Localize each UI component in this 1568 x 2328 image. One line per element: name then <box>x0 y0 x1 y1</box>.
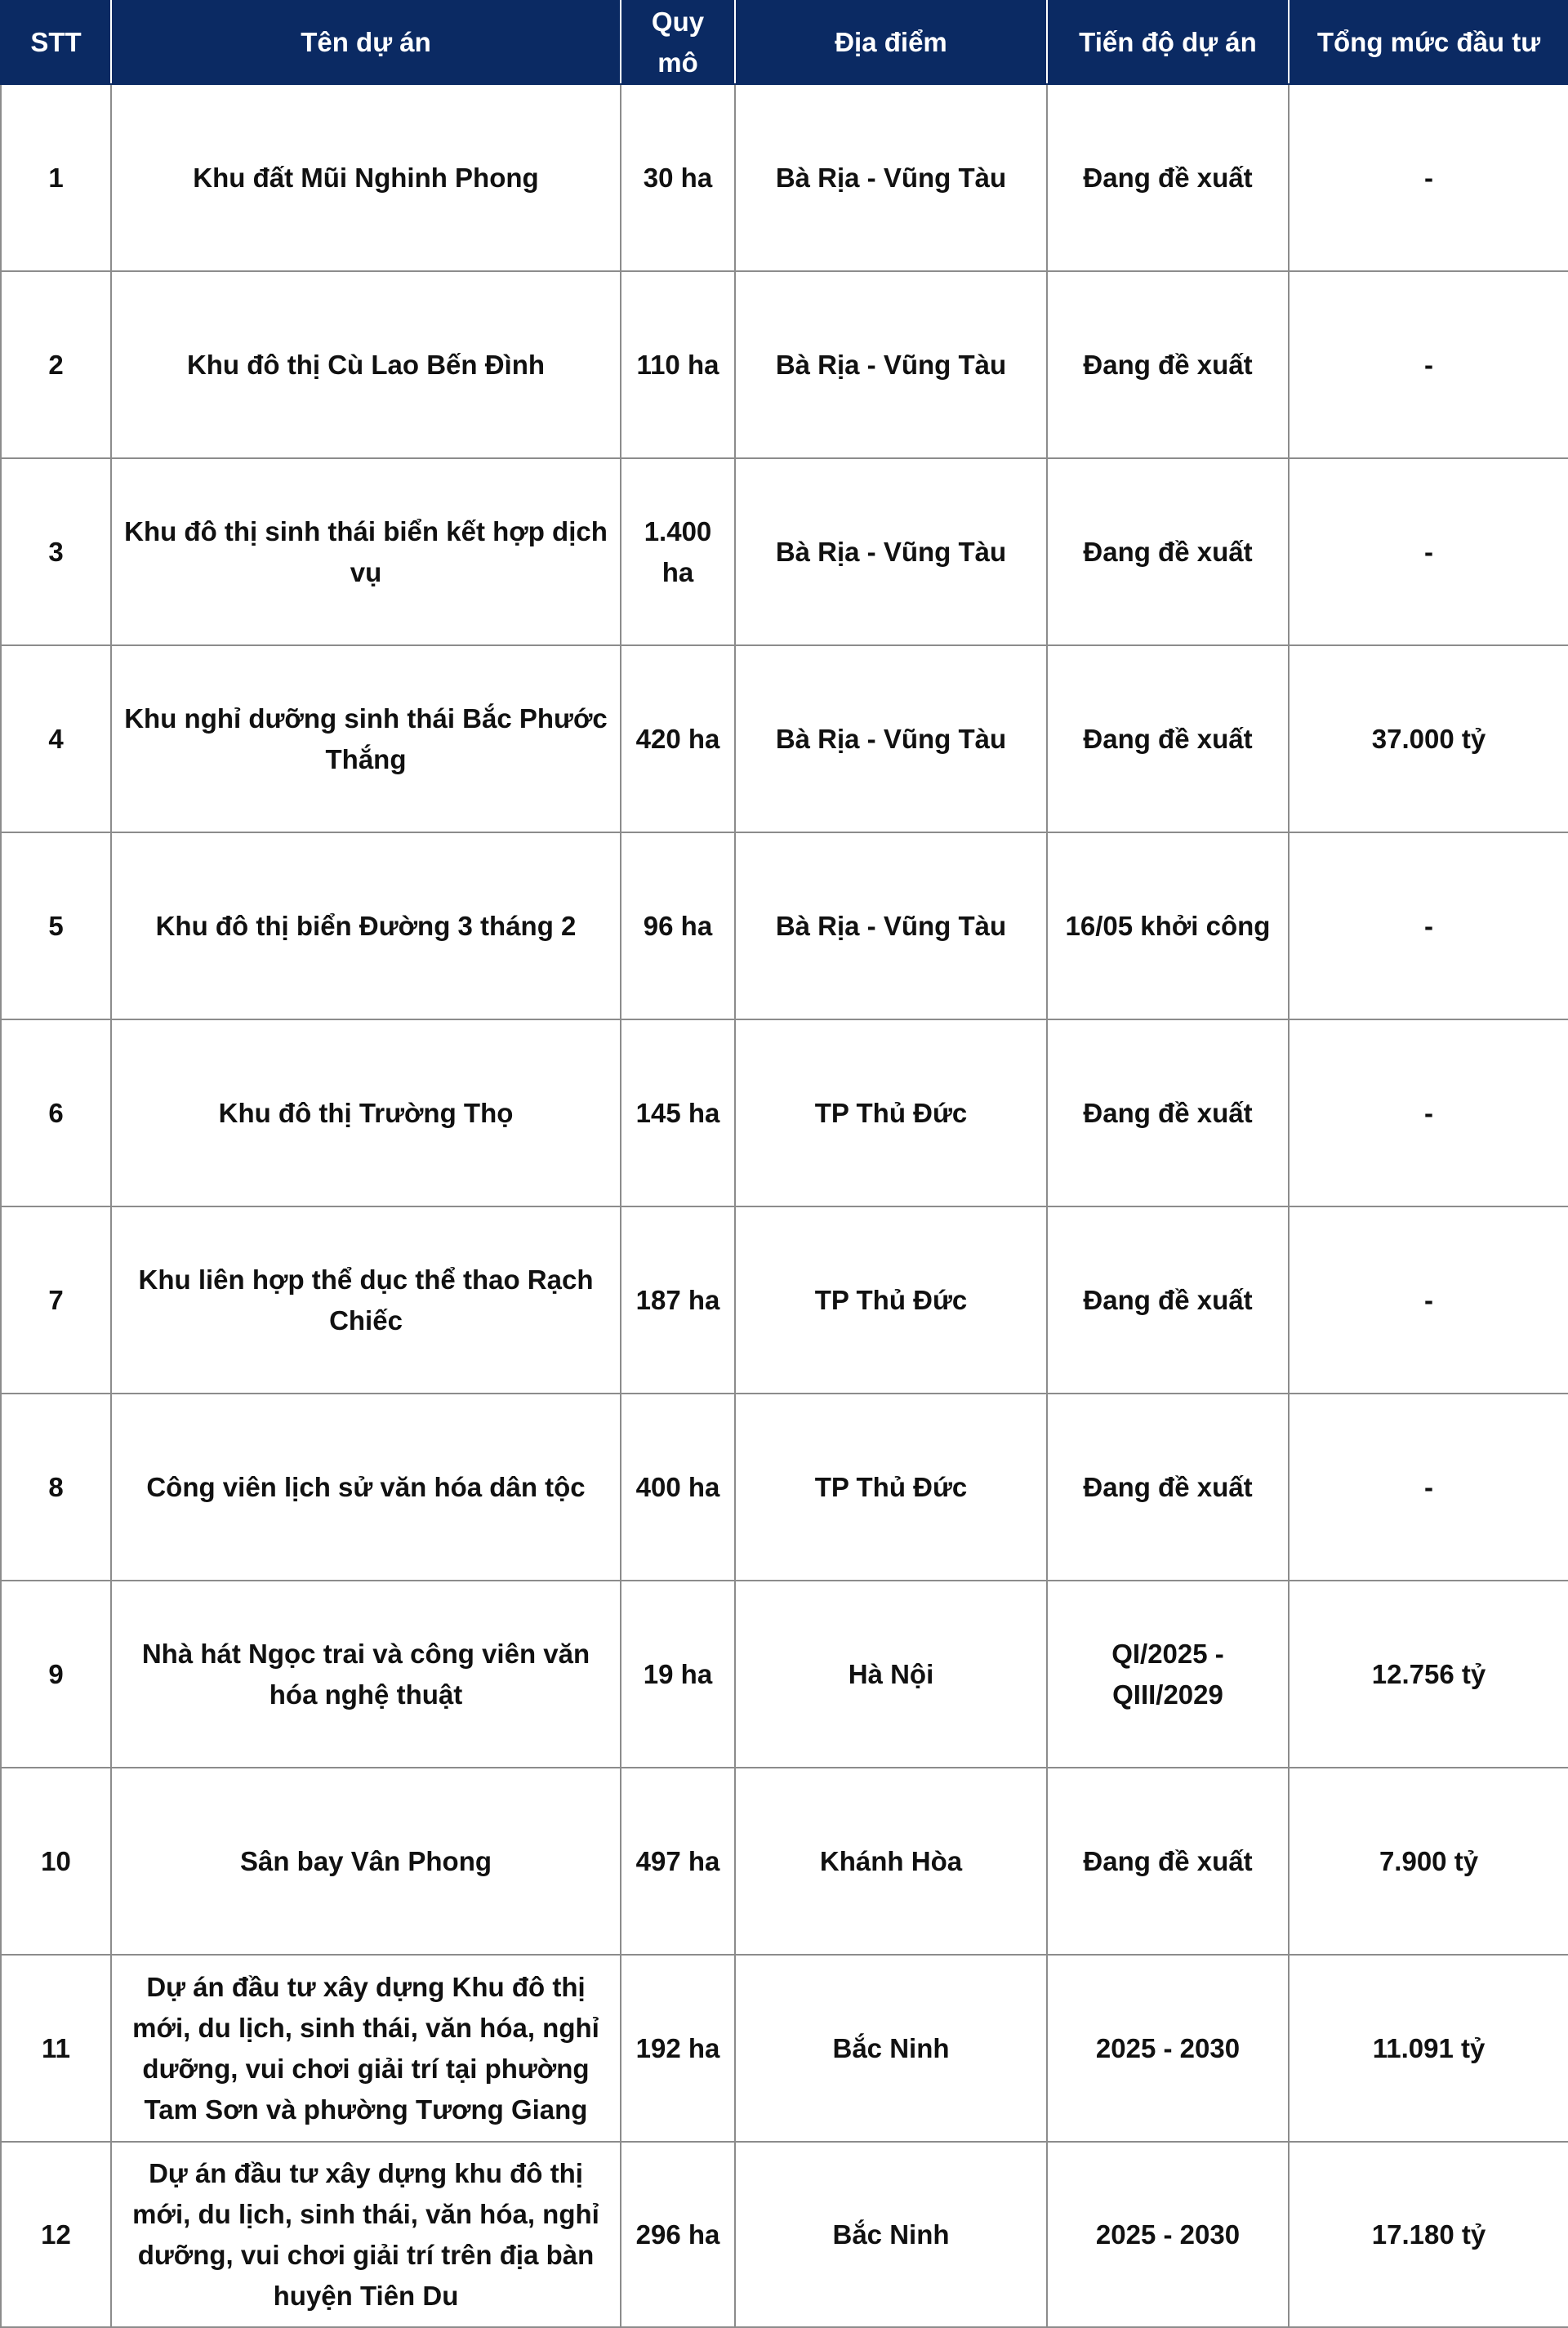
table-row <box>1 645 1568 832</box>
table-row <box>1 1019 1568 1206</box>
cell-scale: 30 ha <box>621 84 735 271</box>
table-row <box>1 832 1568 1019</box>
cell-location: TP Thủ Đức <box>735 1394 1047 1581</box>
table-row <box>1 271 1568 458</box>
cell-project-name: Khu liên hợp thể dục thể thao Rạch Chiếc <box>111 1206 621 1394</box>
cell-investment: - <box>1289 84 1568 271</box>
cell-location: Bà Rịa - Vũng Tàu <box>735 832 1047 1019</box>
header-scale: Quy mô <box>621 1 735 84</box>
cell-investment: - <box>1289 458 1568 645</box>
cell-project-name: Khu đô thị Cù Lao Bến Đình <box>111 271 621 458</box>
cell-location: Bà Rịa - Vũng Tàu <box>735 645 1047 832</box>
cell-project-name: Sân bay Vân Phong <box>111 1768 621 1955</box>
cell-progress: Đang đề xuất <box>1047 1206 1289 1394</box>
cell-stt: 11 <box>1 1955 111 2142</box>
cell-investment: - <box>1289 1019 1568 1206</box>
cell-stt: 6 <box>1 1019 111 1206</box>
header-progress: Tiến độ dự án <box>1047 1 1289 84</box>
cell-scale: 296 ha <box>621 2142 735 2327</box>
cell-project-name: Công viên lịch sử văn hóa dân tộc <box>111 1394 621 1581</box>
cell-scale: 400 ha <box>621 1394 735 1581</box>
header-row <box>1 1 1568 84</box>
cell-progress: 16/05 khởi công <box>1047 832 1289 1019</box>
cell-progress: QI/2025 - QIII/2029 <box>1047 1581 1289 1768</box>
cell-progress: 2025 - 2030 <box>1047 1955 1289 2142</box>
cell-progress: Đang đề xuất <box>1047 1768 1289 1955</box>
cell-stt: 9 <box>1 1581 111 1768</box>
cell-project-name: Khu đô thị sinh thái biển kết hợp dịch vụ <box>111 458 621 645</box>
table-row <box>1 2142 1568 2327</box>
cell-scale: 497 ha <box>621 1768 735 1955</box>
cell-progress: 2025 - 2030 <box>1047 2142 1289 2327</box>
cell-progress: Đang đề xuất <box>1047 1394 1289 1581</box>
cell-project-name: Dự án đầu tư xây dựng Khu đô thị mới, du lịch, sinh thái, văn hóa, nghỉ dưỡng, vui chơi giải trí tại phường Tam Sơn và phường Tương Giang <box>111 1955 621 2142</box>
cell-stt: 8 <box>1 1394 111 1581</box>
table-header <box>1 1 1568 84</box>
cell-investment: 11.091 tỷ <box>1289 1955 1568 2142</box>
cell-location: Bắc Ninh <box>735 2142 1047 2327</box>
cell-progress: Đang đề xuất <box>1047 458 1289 645</box>
cell-scale: 420 ha <box>621 645 735 832</box>
cell-location: Bắc Ninh <box>735 1955 1047 2142</box>
cell-project-name: Khu đất Mũi Nghinh Phong <box>111 84 621 271</box>
table-row <box>1 1768 1568 1955</box>
cell-project-name: Dự án đầu tư xây dựng khu đô thị mới, du lịch, sinh thái, văn hóa, nghỉ dưỡng, vui chơi giải trí trên địa bàn huyện Tiên Du <box>111 2142 621 2327</box>
cell-stt: 3 <box>1 458 111 645</box>
cell-location: Bà Rịa - Vũng Tàu <box>735 458 1047 645</box>
cell-scale: 96 ha <box>621 832 735 1019</box>
table-row <box>1 1955 1568 2142</box>
cell-scale: 187 ha <box>621 1206 735 1394</box>
cell-location: Khánh Hòa <box>735 1768 1047 1955</box>
cell-investment: - <box>1289 1394 1568 1581</box>
table-row <box>1 1581 1568 1768</box>
cell-location: TP Thủ Đức <box>735 1019 1047 1206</box>
cell-scale: 1.400 ha <box>621 458 735 645</box>
cell-investment: 7.900 tỷ <box>1289 1768 1568 1955</box>
cell-stt: 5 <box>1 832 111 1019</box>
cell-scale: 192 ha <box>621 1955 735 2142</box>
cell-progress: Đang đề xuất <box>1047 84 1289 271</box>
cell-stt: 1 <box>1 84 111 271</box>
header-project-name: Tên dự án <box>111 1 621 84</box>
cell-project-name: Khu nghỉ dưỡng sinh thái Bắc Phước Thắng <box>111 645 621 832</box>
table-row <box>1 458 1568 645</box>
header-stt: STT <box>1 1 111 84</box>
header-location: Địa điểm <box>735 1 1047 84</box>
cell-project-name: Khu đô thị biển Đường 3 tháng 2 <box>111 832 621 1019</box>
cell-scale: 145 ha <box>621 1019 735 1206</box>
cell-progress: Đang đề xuất <box>1047 271 1289 458</box>
cell-stt: 2 <box>1 271 111 458</box>
cell-investment: - <box>1289 271 1568 458</box>
cell-progress: Đang đề xuất <box>1047 1019 1289 1206</box>
cell-location: Bà Rịa - Vũng Tàu <box>735 84 1047 271</box>
cell-location: Bà Rịa - Vũng Tàu <box>735 271 1047 458</box>
table-row <box>1 1206 1568 1394</box>
cell-project-name: Nhà hát Ngọc trai và công viên văn hóa nghệ thuật <box>111 1581 621 1768</box>
cell-scale: 19 ha <box>621 1581 735 1768</box>
cell-location: Hà Nội <box>735 1581 1047 1768</box>
cell-stt: 7 <box>1 1206 111 1394</box>
cell-investment: - <box>1289 1206 1568 1394</box>
cell-stt: 4 <box>1 645 111 832</box>
cell-stt: 12 <box>1 2142 111 2327</box>
table-body <box>1 84 1568 2327</box>
header-investment: Tổng mức đầu tư <box>1289 1 1568 84</box>
table-row <box>1 84 1568 271</box>
table-row <box>1 1394 1568 1581</box>
cell-scale: 110 ha <box>621 271 735 458</box>
cell-investment: 37.000 tỷ <box>1289 645 1568 832</box>
cell-project-name: Khu đô thị Trường Thọ <box>111 1019 621 1206</box>
cell-investment: 17.180 tỷ <box>1289 2142 1568 2327</box>
cell-progress: Đang đề xuất <box>1047 645 1289 832</box>
cell-investment: 12.756 tỷ <box>1289 1581 1568 1768</box>
cell-location: TP Thủ Đức <box>735 1206 1047 1394</box>
cell-investment: - <box>1289 832 1568 1019</box>
cell-stt: 10 <box>1 1768 111 1955</box>
